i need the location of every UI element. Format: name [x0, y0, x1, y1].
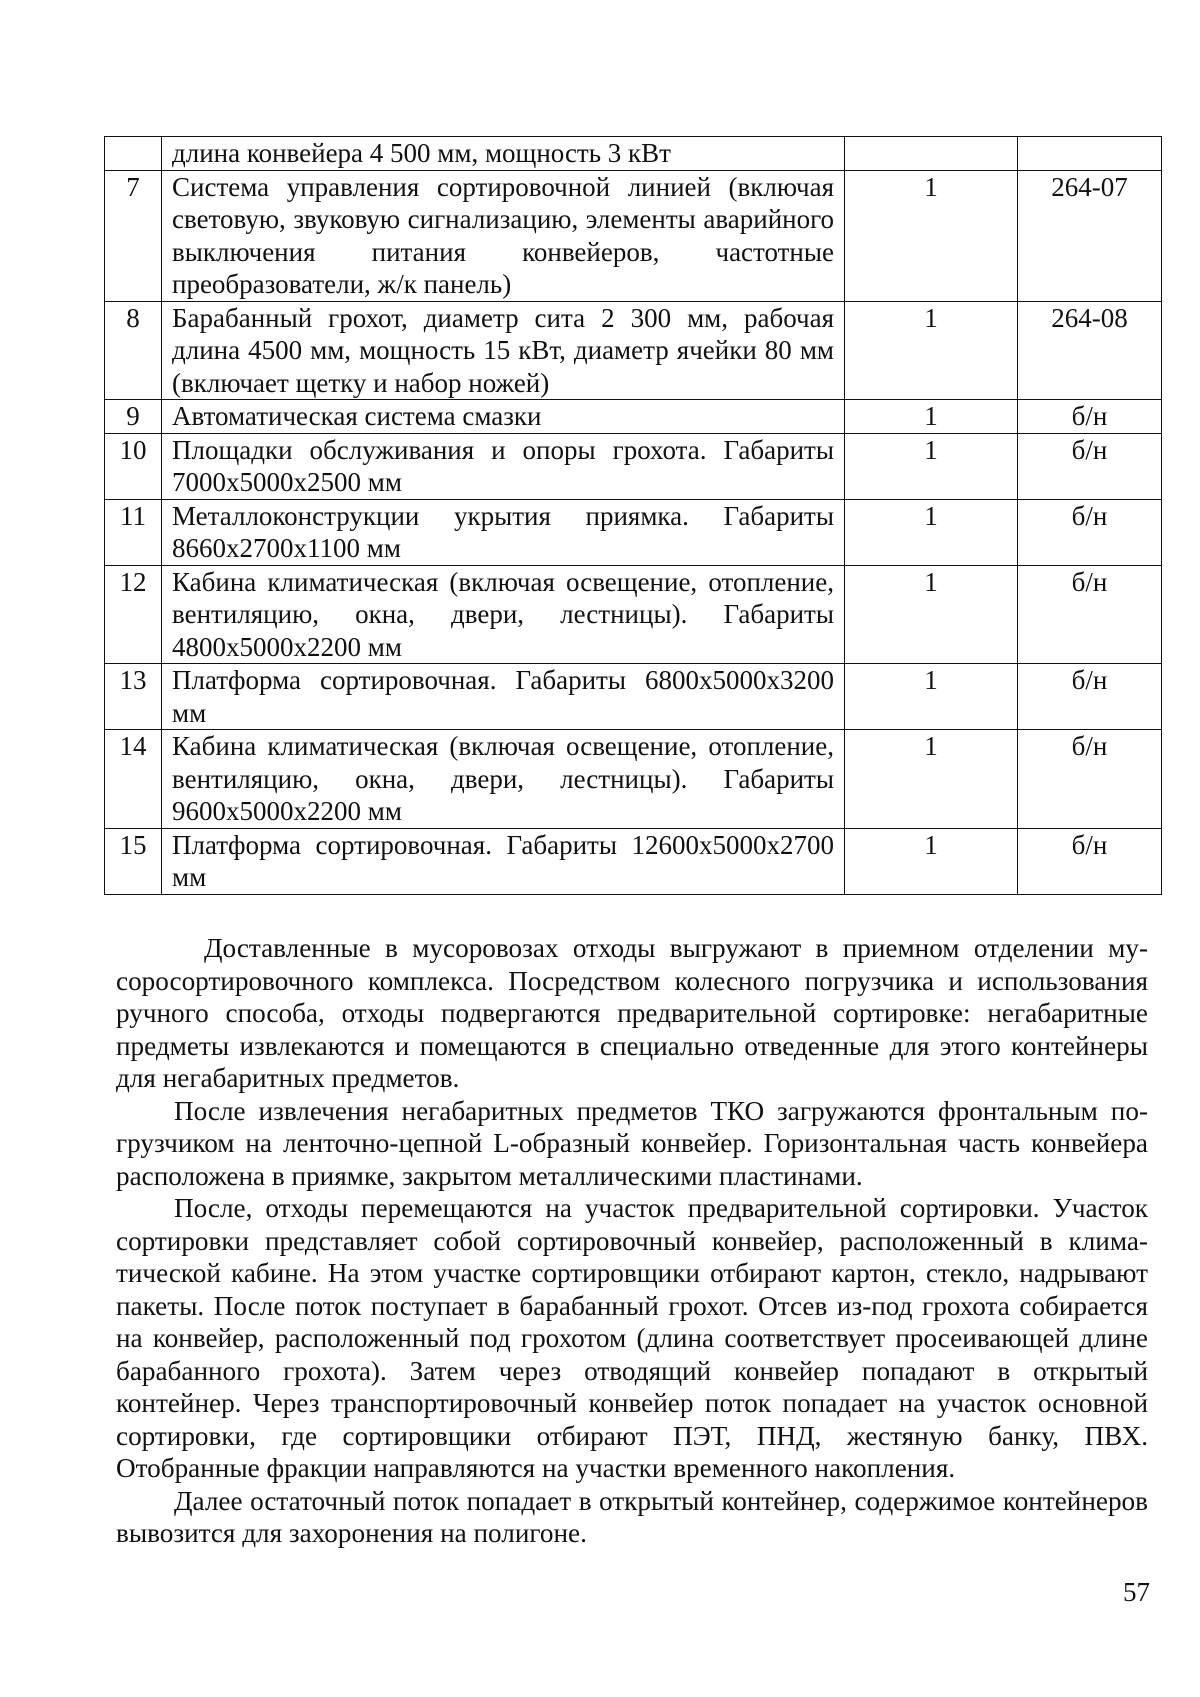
row-quantity-cell: 1 [845, 828, 1018, 894]
row-code-cell: б/н [1018, 828, 1162, 894]
row-description: длина конвейера 4 500 мм, мощность 3 кВт [172, 138, 671, 168]
row-code-cell: б/н [1018, 433, 1162, 499]
row-number-cell: 11 [105, 499, 162, 565]
row-description-cell [162, 565, 845, 664]
row-quantity-cell: 1 [845, 565, 1018, 664]
row-code-cell: б/н [1018, 664, 1162, 730]
row-quantity-cell: 1 [845, 433, 1018, 499]
equipment-table [104, 136, 1162, 895]
row-number-cell: 10 [105, 433, 162, 499]
row-code-cell: б/н [1018, 400, 1162, 434]
row-code-cell: б/н [1018, 730, 1162, 829]
row-description: Система управления сортировочной линией (включая световую, звуковую сигнализацию, элементы аварийного выключения питания конвейеров, частотные преобразователи, ж/к панель) [172, 171, 834, 299]
paragraph: После извлечения негабаритных предметов ТКО загружаются фронтальным погрузчиком на ленточно-цепной L-образный конвейер. Горизонтальная часть конвейера расположена в приямке, закрытом металлическими пластинами. [116, 1095, 1148, 1191]
row-description-cell [162, 170, 845, 301]
row-quantity-cell: 1 [845, 301, 1018, 400]
row-quantity-cell: 1 [845, 664, 1018, 730]
body-text [116, 932, 1148, 1550]
row-code-cell: б/н [1018, 499, 1162, 565]
row-code-cell: 264-08 [1018, 301, 1162, 400]
paragraph: Далее остаточный поток попадает в открытый контейнер, содержимое контейнеров вывозится для захоронения на полигоне. [116, 1485, 1148, 1548]
row-description-cell [162, 828, 845, 894]
row-code-cell: б/н [1018, 565, 1162, 664]
row-code-cell [1018, 137, 1162, 171]
row-number-cell: 8 [105, 301, 162, 400]
row-description-cell [162, 664, 845, 730]
row-description: Металлоконструкции укрытия приямка. Габариты 8660х2700х1100 мм [172, 500, 834, 563]
table-row [105, 565, 1162, 664]
table-row [105, 499, 1162, 565]
row-quantity-cell: 1 [845, 499, 1018, 565]
equipment-table-body [105, 137, 1162, 895]
paragraph: Доставленные в мусоровозах отходы выгружают в приемном отделении мусоросортировочного комплекса. Посредством колесного погрузчика и использования ручного способа, отходы подвергаются предварительной сортировке: негабаритные предметы извлекаются и помещаются в специально отведенные для этого контейнеры для негабаритных предметов. [116, 933, 1148, 1093]
row-quantity-cell: 1 [845, 170, 1018, 301]
row-description: Платформа сортировочная. Габариты 12600х5000х2700 мм [172, 829, 834, 892]
row-description-cell [162, 433, 845, 499]
row-description-cell [162, 499, 845, 565]
row-number-cell: 9 [105, 400, 162, 434]
row-description: Кабина климатическая (включая освещение, отопление, вентиляцию, окна, двери, лестницы). Габариты 9600х5000х2200 мм [172, 731, 834, 826]
table-row [105, 664, 1162, 730]
row-description: Платформа сортировочная. Габариты 6800х5000х3200 мм [172, 665, 834, 728]
row-number-cell: 14 [105, 730, 162, 829]
row-code-cell: 264-07 [1018, 170, 1162, 301]
row-quantity-cell: 1 [845, 400, 1018, 434]
table-row [105, 730, 1162, 829]
row-description-cell [162, 730, 845, 829]
table-row [105, 433, 1162, 499]
row-quantity-cell: 1 [845, 730, 1018, 829]
row-number-cell: 15 [105, 828, 162, 894]
row-number-cell: 13 [105, 664, 162, 730]
row-quantity-cell [845, 137, 1018, 171]
row-number-cell: 7 [105, 170, 162, 301]
row-description: Автоматическая система смазки [172, 401, 542, 431]
row-number-cell [105, 137, 162, 171]
row-description: Кабина климатическая (включая освещение, отопление, вентиляцию, окна, двери, лестницы). Габариты 4800х5000х2200 мм [172, 566, 834, 662]
row-description-cell [162, 137, 845, 171]
table-row [105, 137, 1162, 171]
table-row [105, 170, 1162, 301]
row-description: Барабанный грохот, диаметр сита 2 300 мм, рабочая длина 4500 мм, мощность 15 кВт, диаметр ячейки 80 мм (включает щетку и набор ножей) [172, 302, 834, 398]
row-description-cell [162, 400, 845, 434]
row-description: Площадки обслуживания и опоры грохота. Габариты 7000х5000х2500 мм [172, 434, 834, 497]
table-row [105, 301, 1162, 400]
table-row [105, 400, 1162, 434]
row-description-cell [162, 301, 845, 400]
table-row [105, 828, 1162, 894]
page-number: 57 [1123, 1577, 1150, 1607]
row-number-cell: 12 [105, 565, 162, 664]
paragraph: После, отходы перемещаются на участок предварительной сортировки. Участок сортировки представляет собой сортировочный конвейер, расположенный в климатической кабине. На этом участке сортировщики отбирают картон, стекло, надрывают пакеты. После поток поступает в барабанный грохот. Отсев из-под грохота собирается на конвейер, расположенный под грохотом (длина соответствует просеивающей длине барабанного грохота). Затем через отводящий конвейер попадают в открытый контейнер. Через транспортировочный конвейер поток попадает на участок основной сортировки, где сортировщики отбирают ПЭТ, ПНД, жестяную банку, ПВХ. Отобранные фракции направляются на участки временного накопления. [116, 1193, 1148, 1483]
